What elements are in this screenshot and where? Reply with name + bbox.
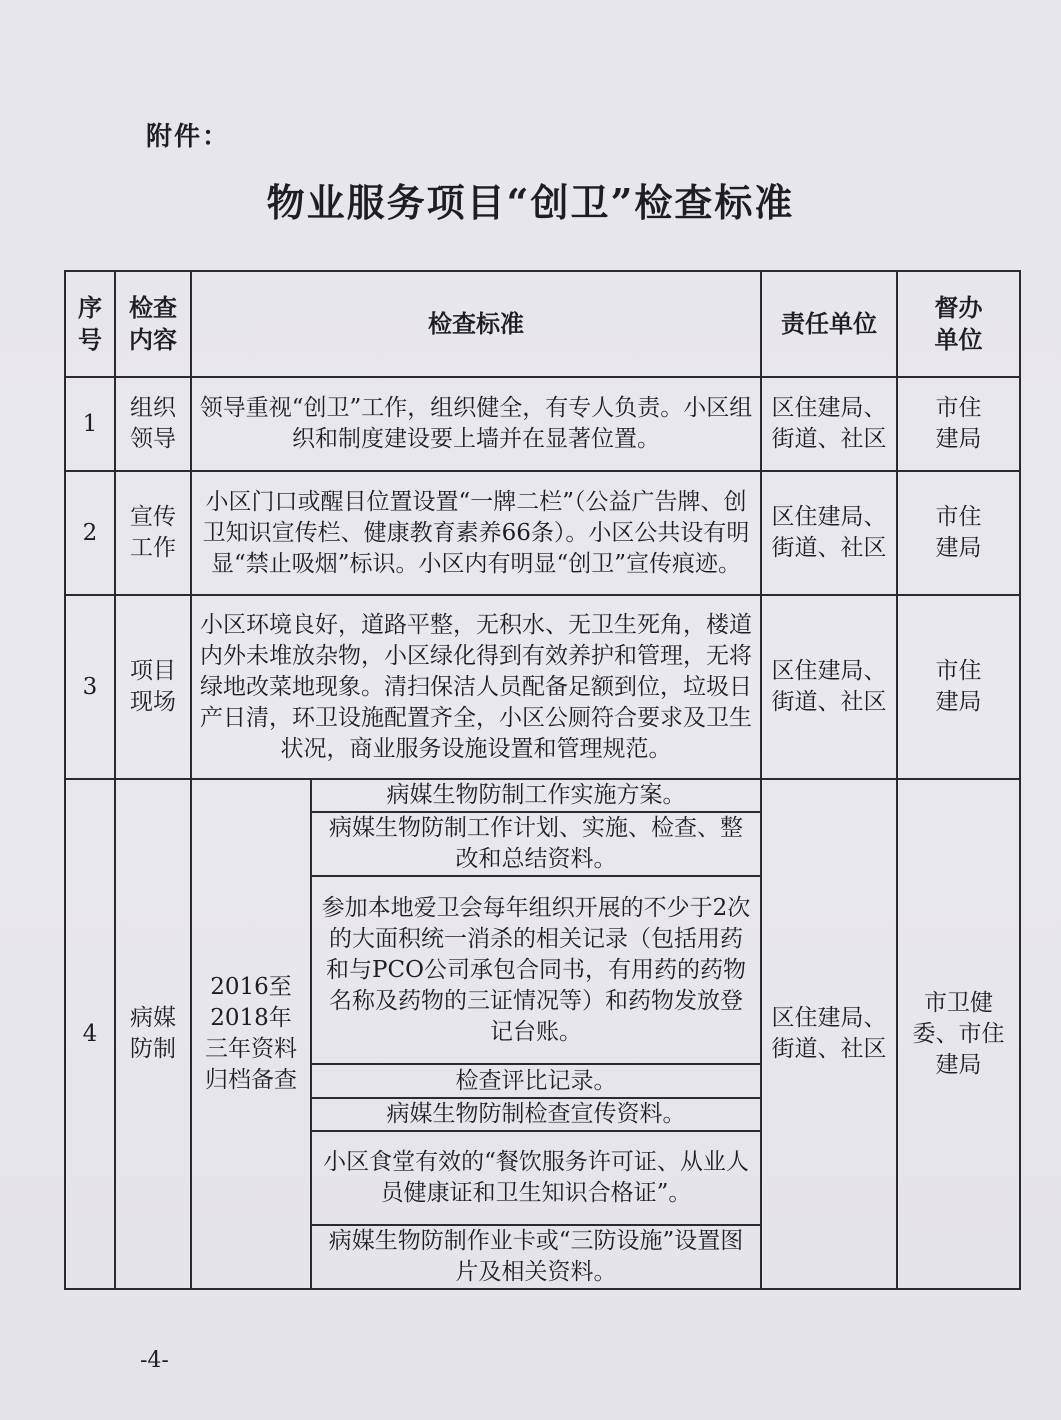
row-supervisor: 市住建局 (897, 471, 1020, 595)
row-standard: 小区门口或醒目位置设置“一牌二栏”（公益广告牌、创卫知识宣传栏、健康教育素养66条）。小区公共设有明显“禁止吸烟”标识。小区内有明显“创卫”宣传痕迹。 (191, 471, 761, 595)
header-seq: 序号 (65, 271, 115, 377)
table-row (65, 779, 1020, 1289)
row-period: 2016至2018年三年资料归档备查 (191, 779, 311, 1289)
sub-item: 病媒生物防制工作计划、实施、检查、整改和总结资料。 (312, 812, 760, 876)
header-supervisor: 督办单位 (897, 271, 1020, 377)
row-standard: 小区环境良好，道路平整，无积水、无卫生死角，楼道内外未堆放杂物，小区绿化得到有效养护和管理，无将绿地改菜地现象。清扫保洁人员配备足额到位，垃圾日产日清，环卫设施配置齐全，小区公厕符合要求及卫生状况，商业服务设施设置和管理规范。 (191, 595, 761, 779)
sub-items-table (312, 780, 760, 1288)
row-content: 宣传工作 (115, 471, 191, 595)
row-seq: 2 (65, 471, 115, 595)
sub-item: 病媒生物防制作业卡或“三防设施”设置图片及相关资料。 (328, 1228, 744, 1285)
page-number: -4- (140, 1348, 169, 1373)
row-content: 组织领导 (115, 377, 191, 471)
sub-item: 病媒生物防制工作实施方案。 (312, 780, 760, 812)
row-seq: 4 (65, 779, 115, 1289)
attachment-label: 附件： (146, 122, 231, 152)
row-seq: 1 (65, 377, 115, 471)
row-supervisor: 市住建局 (897, 377, 1020, 471)
sub-item: 病媒生物防制检查宣传资料。 (312, 1098, 760, 1131)
header-responsible: 责任单位 (761, 271, 897, 377)
table-row (65, 595, 1020, 779)
header-content: 检查内容 (115, 271, 191, 377)
sub-item: 小区食堂有效的“餐饮服务许可证、从业人员健康证和卫生知识合格证”。 (312, 1131, 760, 1225)
row-responsible: 区住建局、街道、社区 (761, 595, 897, 779)
row-content: 项目现场 (115, 595, 191, 779)
sub-item: 参加本地爱卫会每年组织开展的不少于2次的大面积统一消杀的相关记录（包括用药和与PCO公司承包合同书，有用药的药物名称及药物的三证情况等）和药物发放登记台账。 (312, 876, 760, 1064)
row-responsible: 区住建局、街道、社区 (761, 779, 897, 1289)
table-row (65, 377, 1020, 471)
row-sub-items (311, 779, 761, 1289)
table-header-row (65, 271, 1020, 377)
header-standard: 检查标准 (191, 271, 761, 377)
inspection-standards-table (64, 270, 1021, 1290)
row-supervisor: 市住建局 (897, 595, 1020, 779)
row-responsible: 区住建局、街道、社区 (761, 377, 897, 471)
document-title: 物业服务项目“创卫”检查标准 (266, 180, 795, 225)
row-responsible: 区住建局、街道、社区 (761, 471, 897, 595)
row-seq: 3 (65, 595, 115, 779)
sub-item: 检查评比记录。 (312, 1064, 760, 1098)
row-content: 病媒防制 (115, 779, 191, 1289)
table-row (65, 471, 1020, 595)
row-supervisor: 市卫健委、市住建局 (897, 779, 1020, 1289)
row-standard: 领导重视“创卫”工作，组织健全，有专人负责。小区组织和制度建设要上墙并在显著位置。 (191, 377, 761, 471)
